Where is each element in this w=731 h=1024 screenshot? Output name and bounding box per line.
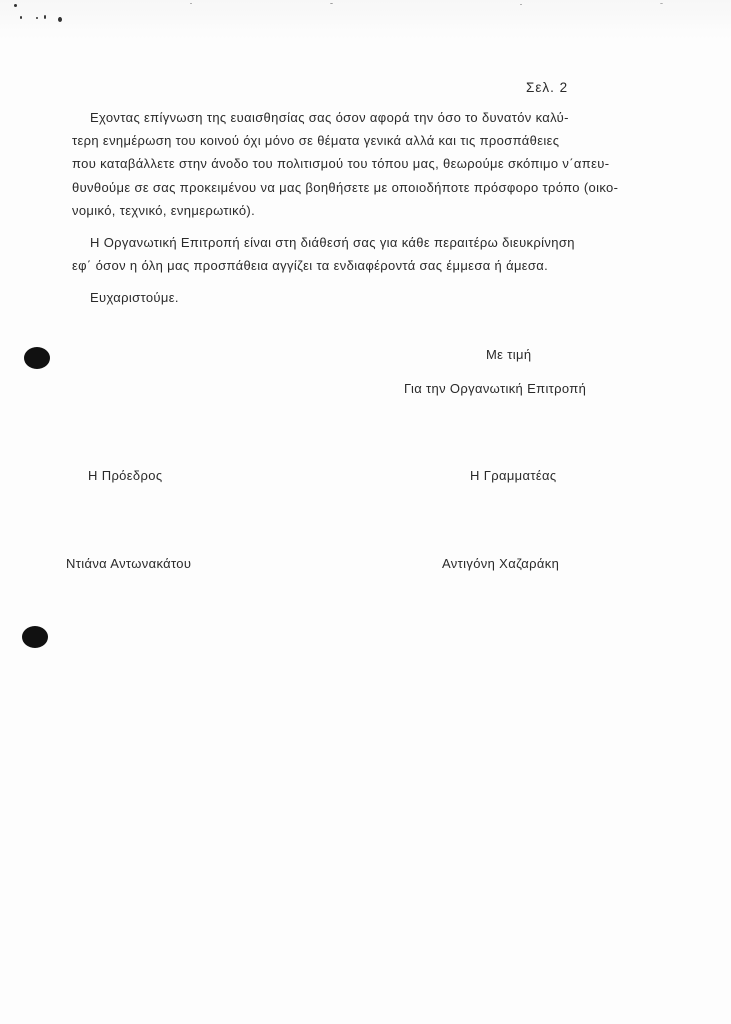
paragraph-gap (72, 222, 642, 231)
secretary-name: Αντιγόνη Χαζαράκη (442, 556, 560, 571)
scan-speck (44, 15, 46, 19)
paragraph-1-line: τερη ενημέρωση του κοινού όχι μόνο σε θέματα γενικά αλλά και τις προσπάθειες (72, 133, 560, 149)
scan-speck (36, 17, 38, 19)
paragraph-1-line: που καταβάλλετε στην άνοδο του πολιτισμού του τόπου μας, θεωρούμε σκόπιμο ν΄απευ- (72, 156, 610, 172)
scan-speck (330, 3, 333, 4)
paragraph-1-line: θυνθούμε σε σας προκειμένου να μας βοηθήσετε με οποιοδήποτε πρόσφορο τρόπο (οικο- (72, 179, 619, 195)
paragraph-2-line: Η Οργανωτική Επιτροπή είναι στη διάθεσή σας για κάθε περαιτέρω διευκρίνηση (90, 235, 575, 251)
committee-line: Για την Οργανωτική Επιτροπή (404, 381, 587, 396)
letter-body (72, 106, 642, 310)
paragraph-gap (72, 277, 642, 286)
page-number: Σελ. 2 (526, 80, 569, 95)
scan-speck (660, 3, 663, 4)
paragraph-2-line: εφ΄ όσον η όλη μας προσπάθεια αγγίζει τα ενδιαφέροντά σας έμμεσα ή άμεσα. (72, 258, 549, 274)
scan-speck (20, 16, 22, 19)
scan-speck (58, 17, 62, 22)
punch-hole (24, 347, 50, 369)
scan-speck (520, 4, 522, 5)
punch-hole (22, 626, 48, 648)
closing-salutation: Με τιμή (486, 347, 532, 362)
paragraph-1-line: νομικό, τεχνικό, ενημερωτικό). (72, 202, 256, 218)
thanks-line: Ευχαριστούμε. (90, 290, 179, 306)
scan-speck (14, 4, 17, 7)
scan-specks (0, 0, 731, 30)
president-title: Η Πρόεδρος (88, 468, 163, 483)
president-name: Ντιάνα Αντωνακάτου (66, 556, 192, 571)
scan-speck (190, 3, 192, 4)
paragraph-1-line: Εχοντας επίγνωση της ευαισθησίας σας όσον αφορά την όσο το δυνατόν καλύ- (90, 110, 569, 125)
secretary-title: Η Γραμματέας (470, 468, 557, 483)
